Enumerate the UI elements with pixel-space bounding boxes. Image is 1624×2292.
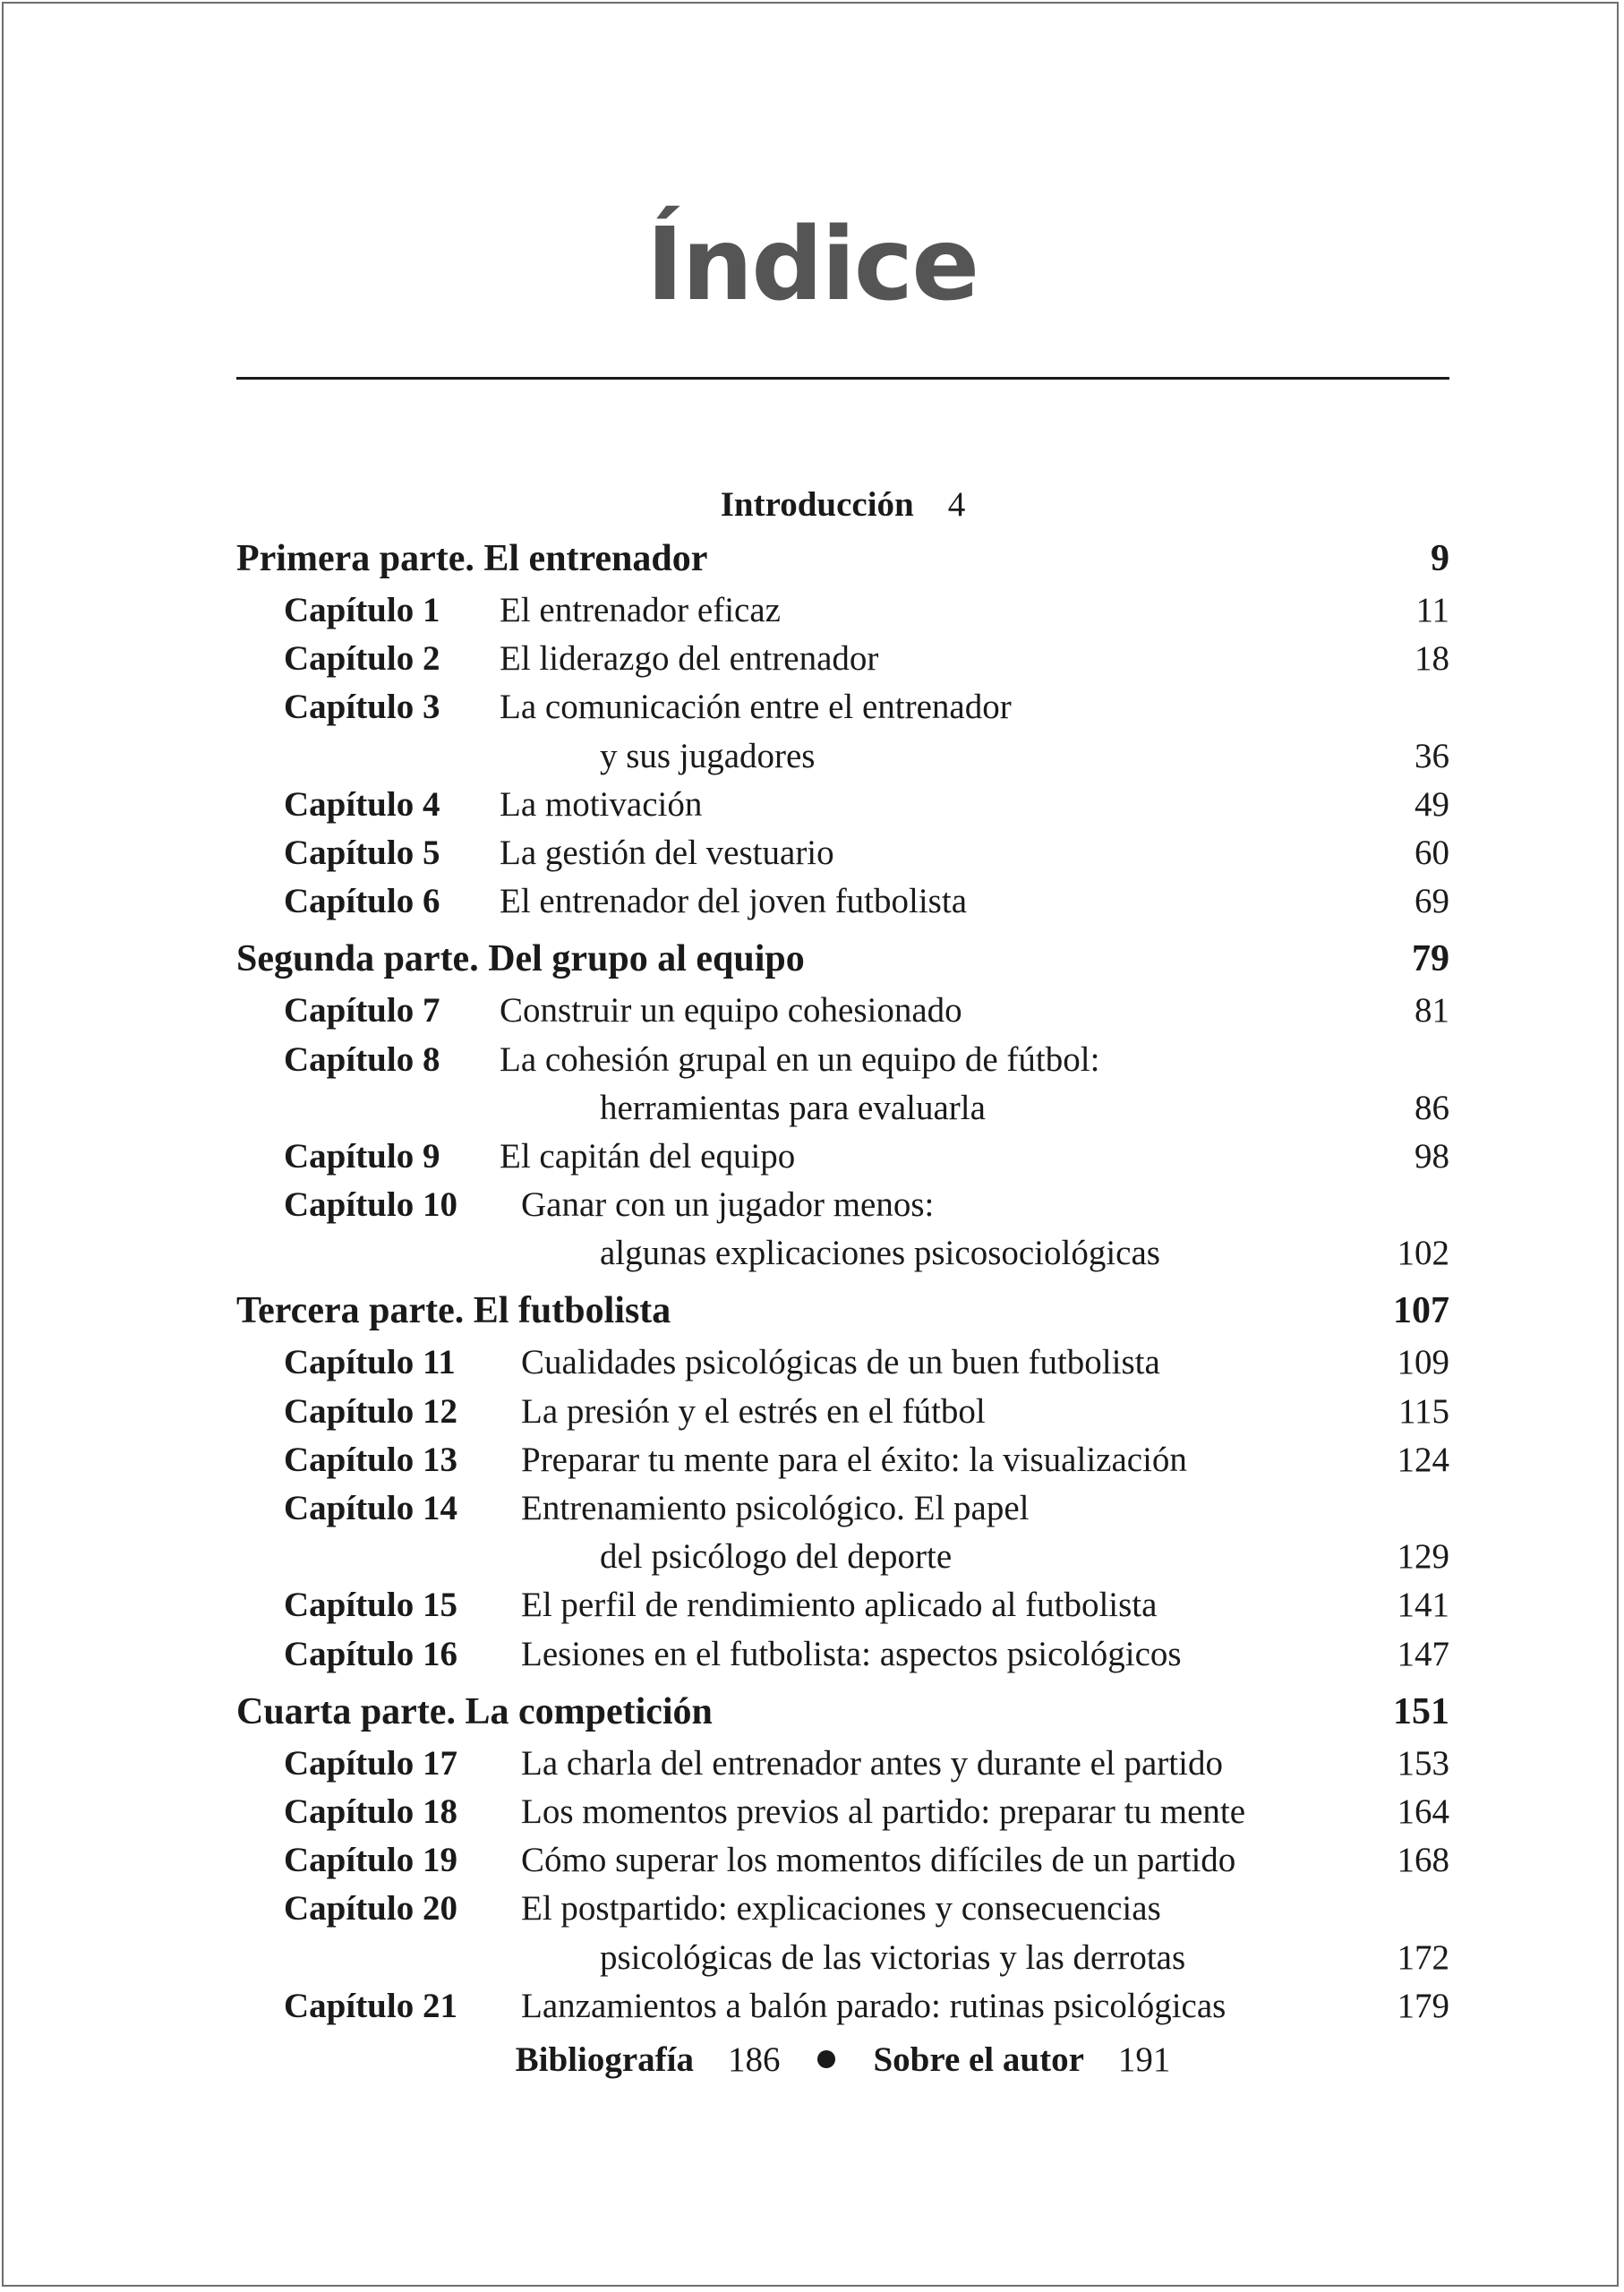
- chapter-label: Capítulo 16: [284, 1634, 457, 1673]
- chapter-title-continuation: herramientas para evaluarla: [600, 1088, 986, 1127]
- chapter-label: Capítulo 15: [284, 1586, 457, 1625]
- chapter-page: 86: [1415, 1088, 1449, 1127]
- chapter-label: Capítulo 21: [284, 1986, 457, 2025]
- chapter-entry[interactable]: [236, 1982, 1449, 2031]
- chapter-title: El entrenador eficaz: [500, 591, 781, 629]
- part-page: 107: [1393, 1290, 1449, 1332]
- title-rule: [236, 377, 1449, 380]
- chapter-label: Capítulo 7: [284, 991, 440, 1031]
- part-heading[interactable]: [236, 1686, 1449, 1740]
- introduction-label: Introducción: [720, 485, 914, 524]
- chapter-title: La cohesión grupal en un equipo de fútbol:: [500, 1039, 1100, 1079]
- chapter-label: Capítulo 2: [284, 639, 440, 679]
- chapter-entry[interactable]: [236, 987, 1449, 1035]
- chapter-title: El postpartido: explicaciones y consecuencias: [521, 1889, 1161, 1929]
- chapter-title: Construir un equipo cohesionado: [500, 991, 962, 1031]
- chapter-label: Capítulo 19: [284, 1841, 457, 1880]
- chapter-entry[interactable]: [236, 1630, 1449, 1679]
- part-page: 79: [1412, 938, 1449, 980]
- back-matter: [236, 2034, 1449, 2086]
- chapter-page: 49: [1415, 784, 1449, 824]
- part-section: [236, 1285, 1449, 1678]
- part-section: [236, 933, 1449, 1278]
- chapter-label: Capítulo 13: [284, 1440, 457, 1479]
- chapter-title: La charla del entrenador antes y durante el partido: [521, 1743, 1223, 1783]
- chapter-page: 129: [1397, 1537, 1449, 1577]
- chapter-label: Capítulo 6: [284, 882, 440, 921]
- part-heading[interactable]: [236, 533, 1449, 586]
- chapter-page: 98: [1415, 1136, 1449, 1176]
- chapter-label: Capítulo 4: [284, 784, 440, 824]
- chapter-label: Capítulo 5: [284, 833, 440, 872]
- chapter-label: Capítulo 9: [284, 1136, 440, 1176]
- chapter-page: 109: [1397, 1343, 1449, 1382]
- chapter-label: Capítulo 11: [284, 1343, 456, 1382]
- chapter-entry[interactable]: [236, 1836, 1449, 1885]
- chapter-page: 36: [1415, 736, 1449, 775]
- chapter-entry[interactable]: [236, 1484, 1449, 1581]
- chapter-entry[interactable]: [236, 1133, 1449, 1181]
- chapter-entry[interactable]: [236, 635, 1449, 683]
- chapter-label: Capítulo 8: [284, 1039, 440, 1079]
- chapter-page: 179: [1397, 1986, 1449, 2025]
- chapter-entry[interactable]: [236, 1181, 1449, 1278]
- chapter-title: Cómo superar los momentos difíciles de un partido: [521, 1841, 1236, 1880]
- chapter-title: Entrenamiento psicológico. El papel: [521, 1489, 1030, 1527]
- bibliography-page: 186: [727, 2040, 781, 2079]
- chapter-page: 102: [1397, 1234, 1449, 1273]
- chapter-entry[interactable]: [236, 829, 1449, 877]
- chapter-title: Lesiones en el futbolista: aspectos psicológicos: [521, 1634, 1182, 1673]
- chapter-page: 172: [1397, 1937, 1449, 1977]
- chapter-page: 124: [1397, 1440, 1449, 1479]
- chapter-title: Lanzamientos a balón parado: rutinas psicológicas: [521, 1986, 1227, 2025]
- chapter-title: La gestión del vestuario: [500, 833, 834, 872]
- chapter-title: Preparar tu mente para el éxito: la visualización: [521, 1440, 1187, 1479]
- chapter-label: Capítulo 1: [284, 591, 440, 629]
- part-title: Tercera parte. El futbolista: [236, 1290, 671, 1332]
- chapter-label: Capítulo 20: [284, 1889, 457, 1929]
- chapter-title: Ganar con un jugador menos:: [521, 1185, 935, 1225]
- chapter-page: 60: [1415, 833, 1449, 872]
- chapter-page: 115: [1397, 1391, 1449, 1431]
- chapter-title: La presión y el estrés en el fútbol: [521, 1391, 986, 1431]
- introduction-page: 4: [947, 485, 966, 524]
- chapter-title: El perfil de rendimiento aplicado al futbolista: [521, 1586, 1158, 1625]
- chapter-page: 168: [1397, 1841, 1449, 1880]
- part-page: 9: [1431, 538, 1449, 579]
- table-of-contents: [236, 477, 1449, 2086]
- part-title: Cuarta parte. La competición: [236, 1690, 713, 1732]
- part-section: [236, 533, 1449, 926]
- chapter-label: Capítulo 18: [284, 1792, 457, 1831]
- chapter-entry[interactable]: [236, 1788, 1449, 1836]
- chapter-label: Capítulo 3: [284, 688, 440, 727]
- chapter-title-continuation: del psicólogo del deporte: [600, 1537, 953, 1577]
- chapter-title: El liderazgo del entrenador: [500, 639, 879, 679]
- chapter-page: 153: [1397, 1743, 1449, 1783]
- chapter-title: El capitán del equipo: [500, 1136, 796, 1176]
- parts-list: [236, 533, 1449, 2031]
- chapter-label: Capítulo 12: [284, 1391, 457, 1431]
- chapter-title: Los momentos previos al partido: preparar tu mente: [521, 1792, 1246, 1831]
- part-title: Segunda parte. Del grupo al equipo: [236, 938, 805, 980]
- chapter-title-continuation: y sus jugadores: [600, 736, 816, 775]
- bullet-separator-icon: [817, 2050, 835, 2068]
- chapter-entry[interactable]: [236, 1581, 1449, 1629]
- chapter-title-continuation: psicológicas de las victorias y las derrotas: [600, 1937, 1186, 1977]
- chapter-title: Cualidades psicológicas de un buen futbolista: [521, 1343, 1160, 1382]
- part-section: [236, 1686, 1449, 2031]
- chapter-entry[interactable]: [236, 1740, 1449, 1788]
- chapter-page: 18: [1415, 639, 1449, 679]
- chapter-page: 69: [1415, 882, 1449, 921]
- about-author-page: 191: [1117, 2040, 1171, 2079]
- chapter-page: 11: [1415, 591, 1449, 629]
- chapter-title-continuation: algunas explicaciones psicosociológicas: [600, 1234, 1160, 1273]
- chapter-entry[interactable]: [236, 781, 1449, 829]
- chapter-label: Capítulo 17: [284, 1743, 457, 1783]
- chapter-label: Capítulo 14: [284, 1489, 457, 1527]
- introduction-entry[interactable]: [236, 477, 1449, 533]
- part-heading[interactable]: [236, 933, 1449, 987]
- chapter-page: 164: [1397, 1792, 1449, 1831]
- chapter-title: La motivación: [500, 784, 703, 824]
- page-title: Índice: [645, 207, 979, 323]
- chapter-label: Capítulo 10: [284, 1185, 457, 1225]
- chapter-entry[interactable]: [236, 1885, 1449, 1981]
- chapter-entry[interactable]: [236, 683, 1449, 780]
- chapter-entry[interactable]: [236, 1036, 1449, 1133]
- part-page: 151: [1393, 1690, 1449, 1732]
- chapter-title: El entrenador del joven futbolista: [500, 882, 968, 921]
- about-author-label[interactable]: Sobre el autor: [873, 2040, 1084, 2079]
- chapter-entry[interactable]: [236, 1388, 1449, 1436]
- chapter-page: 141: [1397, 1586, 1449, 1625]
- chapter-title: La comunicación entre el entrenador: [500, 688, 1012, 727]
- chapter-entry[interactable]: [236, 586, 1449, 635]
- part-title: Primera parte. El entrenador: [236, 538, 708, 579]
- chapter-entry[interactable]: [236, 1436, 1449, 1484]
- chapter-page: 147: [1397, 1634, 1449, 1673]
- chapter-page: 81: [1415, 991, 1449, 1031]
- bibliography-label[interactable]: Bibliografía: [515, 2040, 694, 2079]
- part-heading[interactable]: [236, 1285, 1449, 1338]
- chapter-entry[interactable]: [236, 1338, 1449, 1387]
- chapter-entry[interactable]: [236, 877, 1449, 926]
